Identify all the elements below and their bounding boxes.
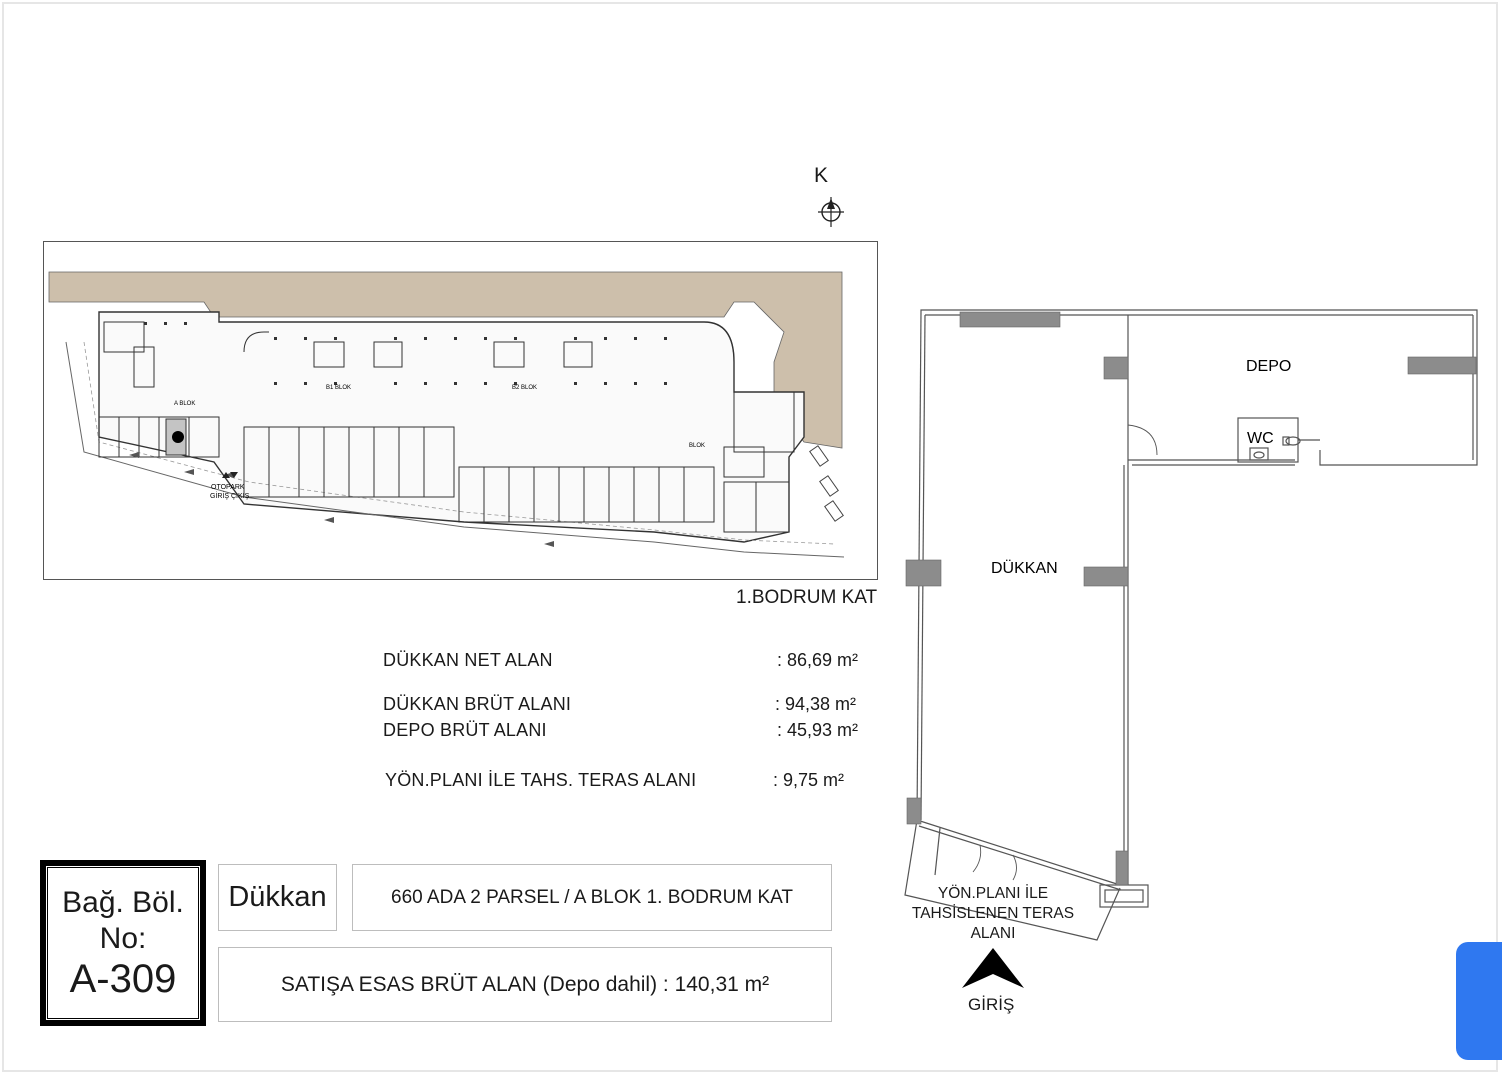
key-label-b2-blok: B2 BLOK [512, 385, 538, 391]
room-label-depo: DEPO [1246, 358, 1292, 375]
terrace-label-line1: YÖN.PLANI İLE [937, 885, 1049, 902]
area-label-brut: DÜKKAN BRÜT ALANI [383, 694, 572, 714]
room-label-wc: WC [1247, 430, 1274, 447]
unit-location-marker [172, 431, 184, 443]
terrace-label [900, 884, 1086, 944]
north-arrow-icon [814, 195, 848, 229]
key-label-b1-blok: B1 BLOK [326, 385, 352, 391]
area-label-depo: DEPO BRÜT ALANI [383, 720, 547, 740]
unit-id-label: Bağ. Böl. [62, 886, 184, 919]
key-label-giris-cikis: GİRİŞ ÇIKIŞ [210, 493, 250, 500]
key-label-a-blok: A BLOK [174, 401, 196, 407]
area-value-depo: : 45,93 m² [777, 720, 859, 740]
sale-area: SATIŞA ESAS BRÜT ALAN (Depo dahil) : 140,31 m² [218, 947, 832, 1022]
area-label-teras: YÖN.PLANI İLE TAHS. TERAS ALANI [385, 770, 697, 790]
unit-floor-plan [895, 300, 1485, 945]
key-plan-caption: 1.BODRUM KAT [736, 587, 878, 608]
north-letter: K [814, 164, 829, 187]
area-label-net: DÜKKAN NET ALAN [383, 650, 553, 670]
entrance-arrow-icon [960, 946, 1026, 990]
key-label-otopark: OTOPARK [211, 484, 245, 491]
area-value-net: : 86,69 m² [777, 650, 859, 670]
key-plan-floor [43, 241, 878, 580]
area-value-brut: : 94,38 m² [775, 694, 857, 714]
unit-id-number: A-309 [69, 957, 177, 1001]
key-plan-drawing [44, 242, 878, 580]
terrace-label-line3: ALANI [970, 925, 1016, 942]
area-value-teras: : 9,75 m² [773, 770, 845, 790]
parcel-info: 660 ADA 2 PARSEL / A BLOK 1. BODRUM KAT [352, 864, 832, 931]
unit-type: Dükkan [218, 864, 337, 931]
side-tab-button[interactable] [1456, 942, 1502, 1060]
unit-id-box [40, 860, 206, 1026]
terrace-label-line2: TAHSİSLENEN TERAS [911, 905, 1075, 922]
unit-id-no-label: No: [99, 922, 147, 955]
entrance-label: GİRİŞ [968, 995, 1015, 1014]
room-label-dukkan: DÜKKAN [991, 560, 1058, 577]
key-label-blok: BLOK [689, 443, 706, 449]
